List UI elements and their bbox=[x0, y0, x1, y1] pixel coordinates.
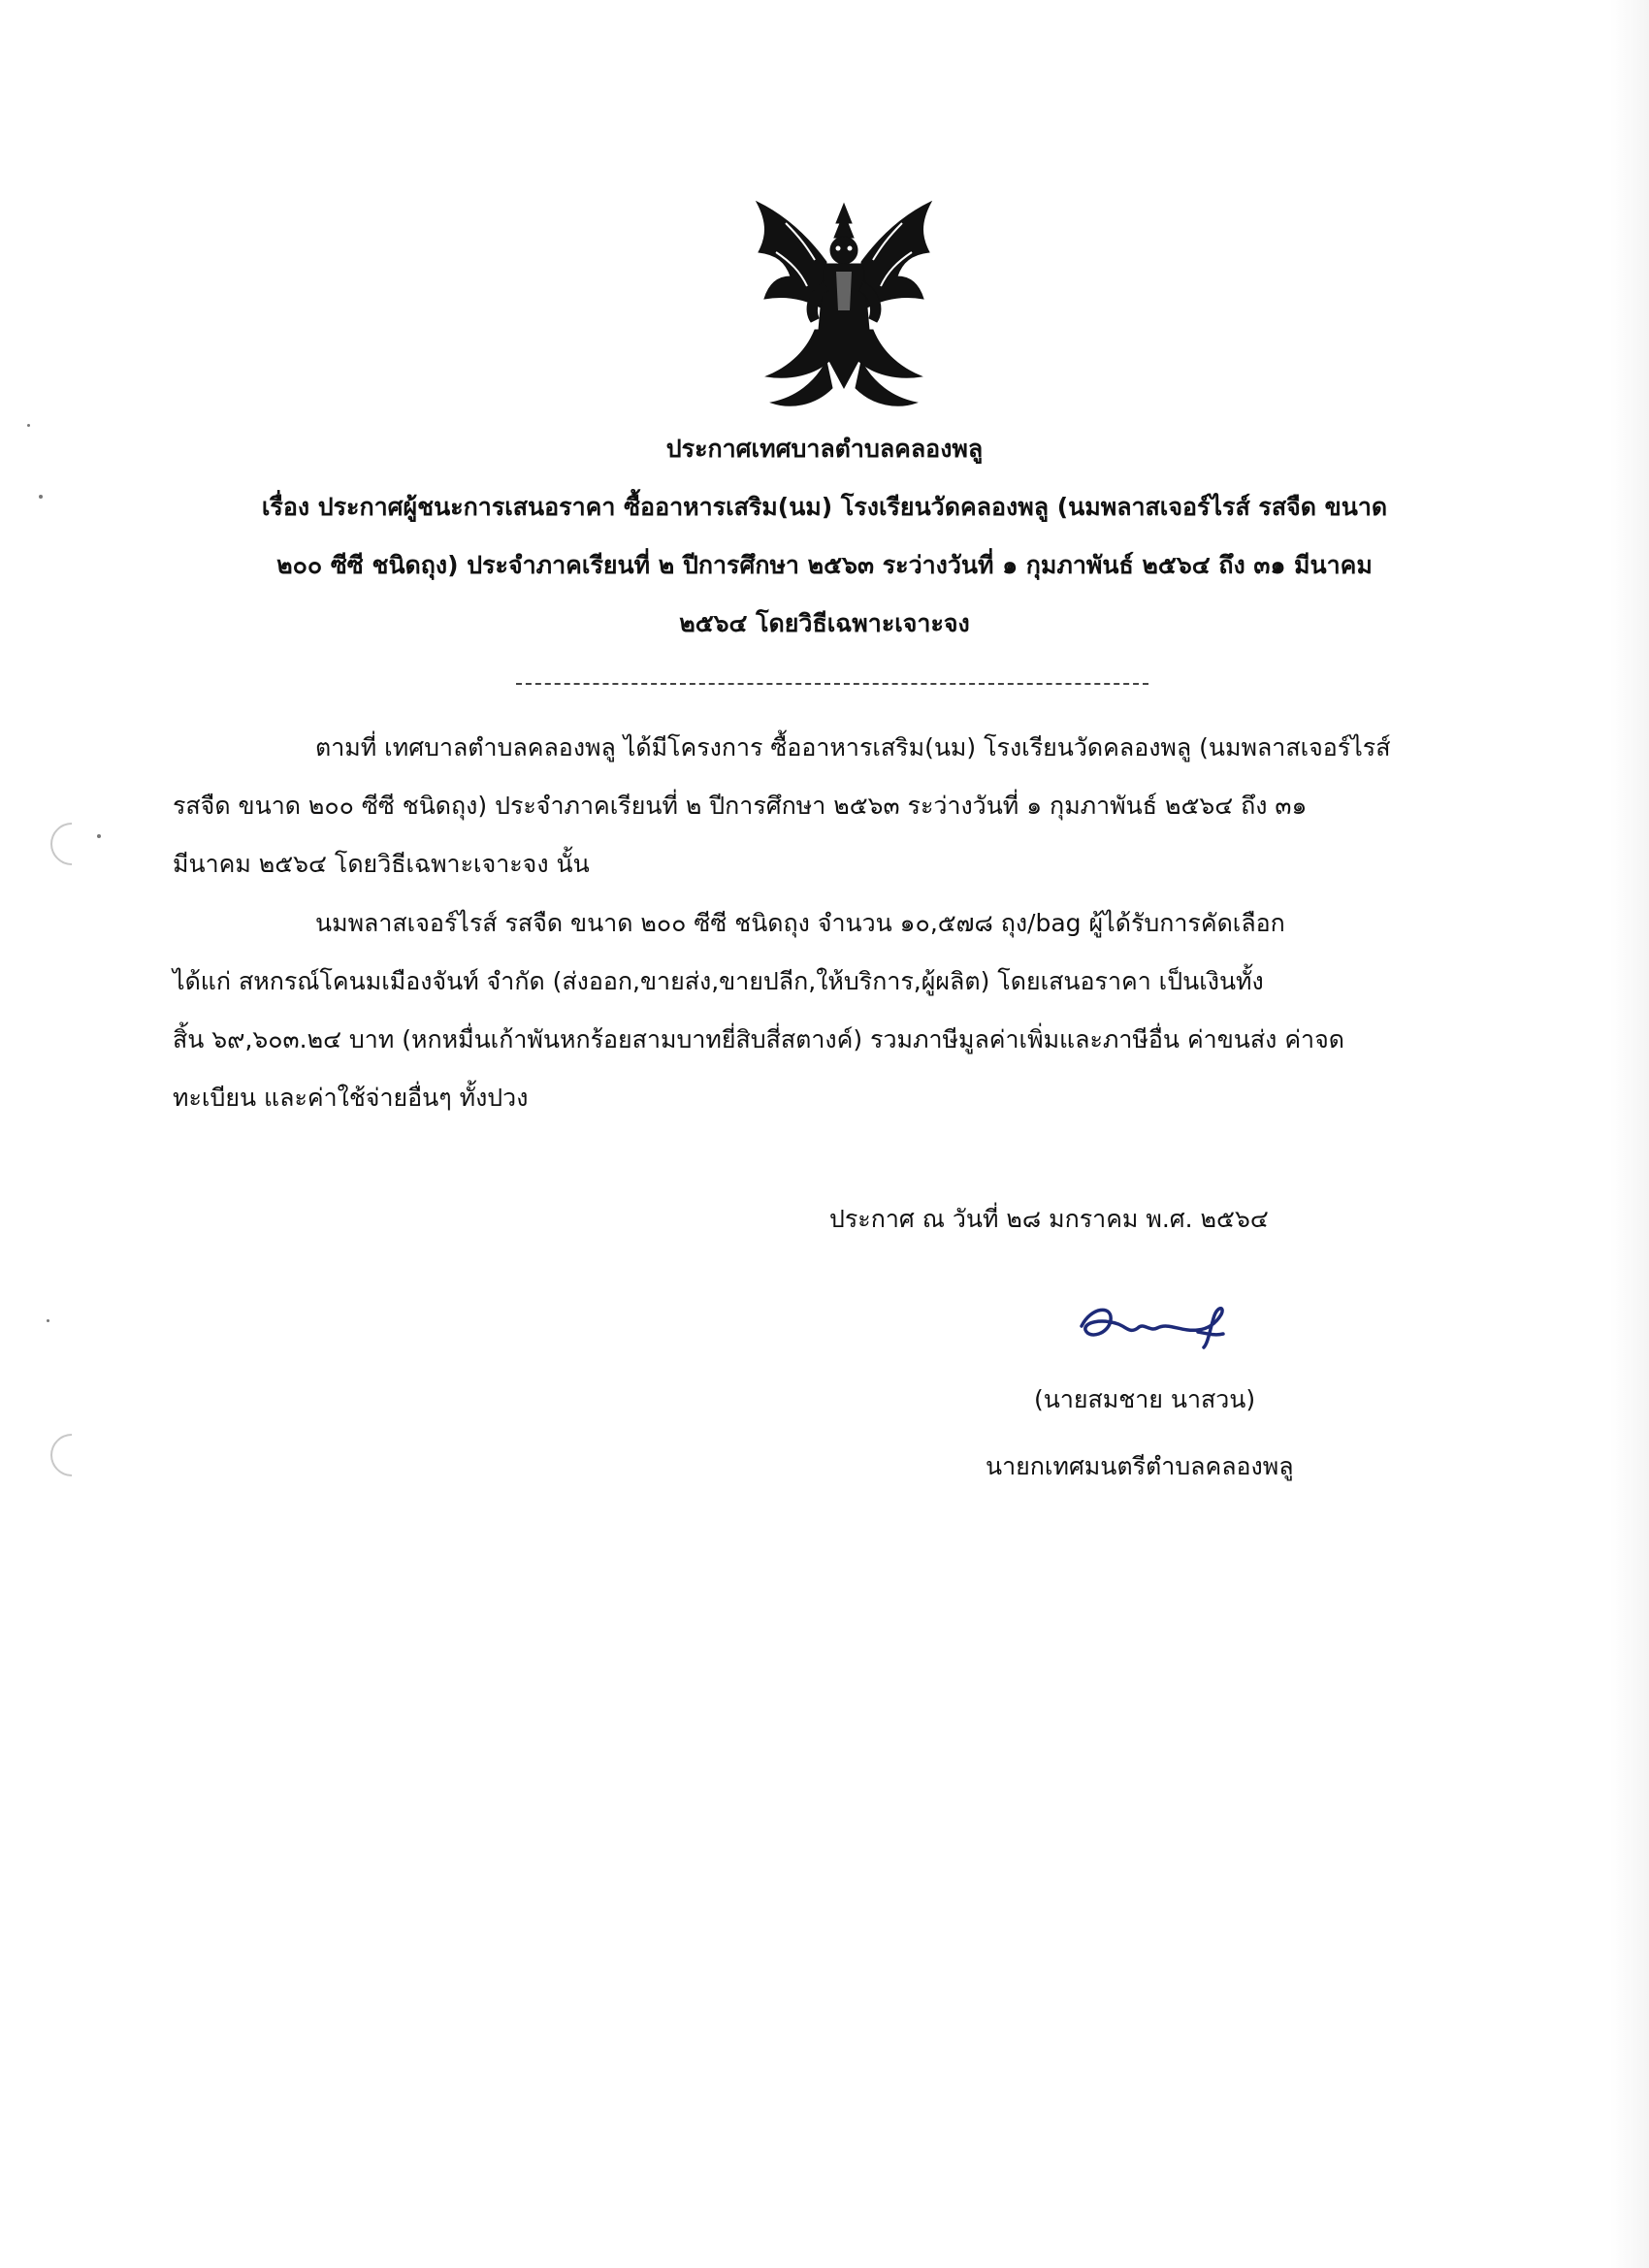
scan-edge-shadow bbox=[1610, 0, 1649, 2268]
handwritten-signature bbox=[1062, 1285, 1256, 1363]
paragraph1-line-2: รสจืด ขนาด ๒๐๐ ซีซี ชนิดถุง) ประจำภาคเรียนที่ ๒ ปีการศึกษา ๒๕๖๓ ระว่างวันที่ ๑ กุมภาพันธ์ ๒๕๖๔ ถึง ๓๑ bbox=[173, 792, 1308, 820]
punch-hole-mark bbox=[42, 1425, 102, 1485]
announcement-date: ประกาศ ณ วันที่ ๒๘ มกราคม พ.ศ. ๒๕๖๔ bbox=[829, 1205, 1269, 1233]
scan-speck bbox=[97, 834, 101, 838]
subject-line-1: เรื่อง ประกาศผู้ชนะการเสนอราคา ซื้ออาหารเสริม(นม) โรงเรียนวัดคลองพลู (นมพลาสเจอร์ไรส์ รสจืด ขนาด bbox=[261, 493, 1388, 521]
document-title: ประกาศเทศบาลตำบลคลองพลู bbox=[665, 435, 984, 463]
scan-speck bbox=[27, 424, 30, 427]
paragraph2-line-3: สิ้น ๖๙,๖๐๓.๒๔ บาท (หกหมื่นเก้าพันหกร้อยสามบาทยี่สิบสี่สตางค์) รวมภาษีมูลค่าเพิ่มและภาษีอื่น ค่าขนส่ง ค่าจด bbox=[173, 1025, 1344, 1053]
divider-dashed bbox=[516, 683, 1148, 685]
scan-speck bbox=[39, 495, 43, 499]
signer-title: นายกเทศมนตรีตำบลคลองพลู bbox=[986, 1452, 1294, 1480]
paragraph1-line-1: ตามที่ เทศบาลตำบลคลองพลู ได้มีโครงการ ซื้ออาหารเสริม(นม) โรงเรียนวัดคลองพลู (นมพลาสเจอร์ไรส์ bbox=[315, 733, 1391, 761]
paragraph2-line-2: ได้แก่ สหกรณ์โคนมเมืองจันท์ จำกัด (ส่งออก,ขายส่ง,ขายปลีก,ให้บริการ,ผู้ผลิต) โดยเสนอราคา เป็นเงินทั้ง bbox=[173, 967, 1264, 995]
signer-name: (นายสมชาย นาสวน) bbox=[1034, 1385, 1256, 1413]
punch-hole-mark bbox=[42, 814, 102, 874]
paragraph1-line-3: มีนาคม ๒๕๖๔ โดยวิธีเฉพาะเจาะจง นั้น bbox=[173, 850, 590, 878]
subject-line-3: ๒๕๖๔ โดยวิธีเฉพาะเจาะจง bbox=[679, 609, 970, 637]
scan-speck bbox=[47, 1319, 49, 1322]
paragraph2-line-1: นมพลาสเจอร์ไรส์ รสจืด ขนาด ๒๐๐ ซีซี ชนิดถุง จำนวน ๑๐,๕๗๘ ถุง/bag ผู้ได้รับการคัดเลือก bbox=[315, 909, 1285, 937]
garuda-emblem bbox=[747, 194, 941, 417]
paragraph2-line-4: ทะเบียน และค่าใช้จ่ายอื่นๆ ทั้งปวง bbox=[173, 1084, 529, 1112]
subject-line-2: ๒๐๐ ซีซี ชนิดถุง) ประจำภาคเรียนที่ ๒ ปีการศึกษา ๒๕๖๓ ระว่างวันที่ ๑ กุมภาพันธ์ ๒๕๖๔ ถึง ๓๑ มีนาคม bbox=[276, 551, 1373, 579]
